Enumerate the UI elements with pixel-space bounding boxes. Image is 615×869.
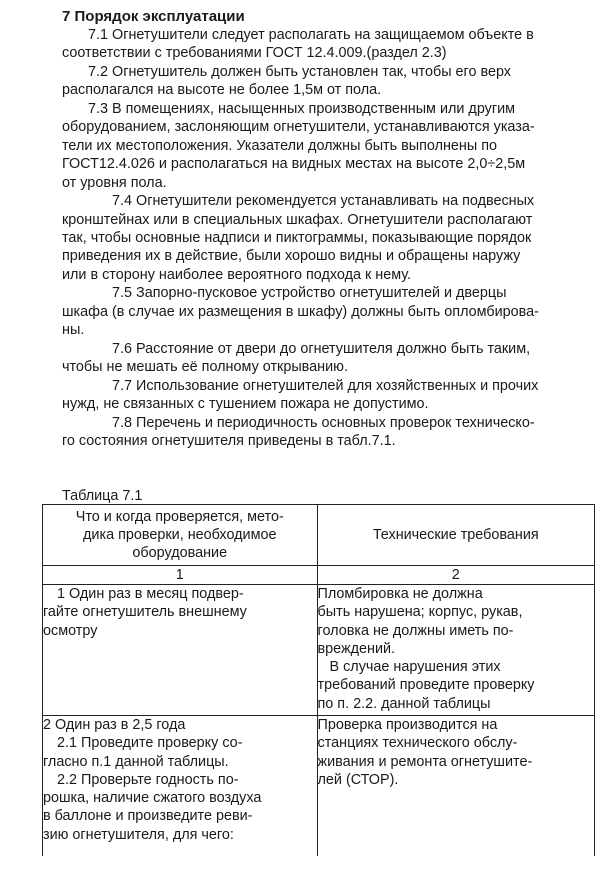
cell-line: осмотру (43, 622, 98, 639)
cell-line: рошка, наличие сжатого воздуха (43, 790, 262, 807)
paragraph-5 (62, 284, 588, 339)
inspection-table (42, 504, 595, 856)
paragraph-3 (62, 100, 588, 192)
table-caption: Таблица 7.1 (62, 488, 143, 504)
paragraph-1 (62, 26, 588, 63)
paragraph-line: оборудованием, заслоняющим огнетушители, устанавливаются указа- (62, 119, 535, 136)
paragraph-line: приведения их в действие, были хорошо видны и обращены наружу (62, 248, 521, 265)
paragraph-line: 7.7 Использование огнетушителей для хозяйственных и прочих (112, 377, 539, 394)
cell-line: живания и ремонта огнетушите- (317, 753, 533, 770)
cell-line: головка не должны иметь по- (317, 622, 514, 639)
paragraph-line: соответствии с требованиями ГОСТ 12.4.009.(раздел 2.3) (62, 45, 447, 62)
table-row (43, 716, 595, 857)
paragraph-line: располагался на высоте не более 1,5м от пола. (62, 82, 382, 99)
header-line: Что и когда проверяется, мето- (75, 508, 284, 525)
paragraph-line: шкафа (в случае их размещения в шкафу) должны быть опломбирова- (62, 303, 539, 320)
cell-line: быть нарушена; корпус, рукав, (317, 604, 523, 621)
cell-line: 2 Один раз в 2,5 года (43, 717, 186, 733)
paragraph-line: кронштейнах или в специальных шкафах. Огнетушители располагают (62, 211, 533, 228)
cell-line: зию огнетушителя, для чего: (43, 826, 234, 843)
paragraph-line: 7.6 Расстояние от двери до огнетушителя должно быть таким, (112, 340, 531, 357)
column-number-1: 1 (43, 566, 318, 585)
cell-line: Проверка производится на (317, 717, 498, 733)
cell-line: гайте огнетушитель внешнему (43, 604, 247, 621)
paragraph-line: или в сторону наиболее вероятного подхода к нему. (62, 266, 412, 283)
cell-line: лей (СТОР). (317, 771, 399, 788)
paragraph-line: го состояния огнетушителя приведены в табл.7.1. (62, 432, 396, 449)
paragraph-line: тели их местоположения. Указатели должны быть выполнены по (62, 137, 498, 154)
paragraph-8 (62, 414, 588, 451)
cell-line: 2.1 Проведите проверку со- (57, 735, 243, 752)
cell-line: в баллоне и произведите реви- (43, 808, 253, 825)
paragraph-line: чтобы не мешать её полному открыванию. (62, 359, 348, 376)
header-col-checks (43, 505, 318, 566)
column-numbers-row (43, 566, 595, 585)
cell-requirements (317, 716, 594, 857)
cell-checks (43, 585, 318, 716)
cell-checks (43, 716, 318, 857)
header-line: оборудование (132, 545, 228, 562)
cell-line: гласно п.1 данной таблицы. (43, 753, 229, 770)
cell-line: по п. 2.2. данной таблицы (317, 695, 491, 712)
paragraph-line: 7.1 Огнетушители следует располагать на защищаемом объекте в (88, 27, 534, 43)
paragraph-line: ГОСТ12.4.026 и располагаться на видных местах на высоте 2,0÷2,5м (62, 156, 526, 173)
table-header-row (43, 505, 595, 566)
cell-line: 2.2 Проверьте годность по- (57, 771, 239, 788)
paragraph-2 (62, 63, 588, 100)
paragraph-line: 7.8 Перечень и периодичность основных проверок техническо- (112, 414, 535, 431)
header-line: дика проверки, необходимое (83, 526, 277, 543)
cell-line: требований проведите проверку (317, 677, 535, 694)
paragraph-line: от уровня пола. (62, 174, 167, 191)
paragraph-line: ны. (62, 322, 85, 339)
cell-line: 1 Один раз в месяц подвер- (57, 586, 244, 602)
paragraph-line: 7.5 Запорно-пусковое устройство огнетушителей и дверцы (112, 285, 507, 302)
paragraph-4 (62, 192, 588, 284)
cell-requirements (317, 585, 594, 716)
paragraph-line: 7.4 Огнетушители рекомендуется устанавливать на подвесных (112, 193, 535, 210)
cell-line: В случае нарушения этих (329, 659, 501, 676)
section-body (62, 26, 588, 450)
cell-line: станциях технического обслу- (317, 735, 518, 752)
cell-line: вреждений. (317, 640, 396, 657)
table-row (43, 585, 595, 716)
paragraph-line: нужд, не связанных с тушением пожара не допустимо. (62, 396, 429, 413)
paragraph-7 (62, 377, 588, 414)
paragraph-line: 7.2 Огнетушитель должен быть установлен так, чтобы его верх (88, 63, 511, 80)
section-heading: 7 Порядок эксплуатации (62, 8, 245, 25)
header-col-requirements: Технические требования (317, 505, 594, 566)
cell-line: Пломбировка не должна (317, 586, 483, 602)
paragraph-line: 7.3 В помещениях, насыщенных производственным или другим (88, 100, 516, 117)
column-number-2: 2 (317, 566, 594, 585)
paragraph-6 (62, 340, 588, 377)
paragraph-line: так, чтобы основные надписи и пиктограммы, показывающие порядок (62, 229, 532, 246)
